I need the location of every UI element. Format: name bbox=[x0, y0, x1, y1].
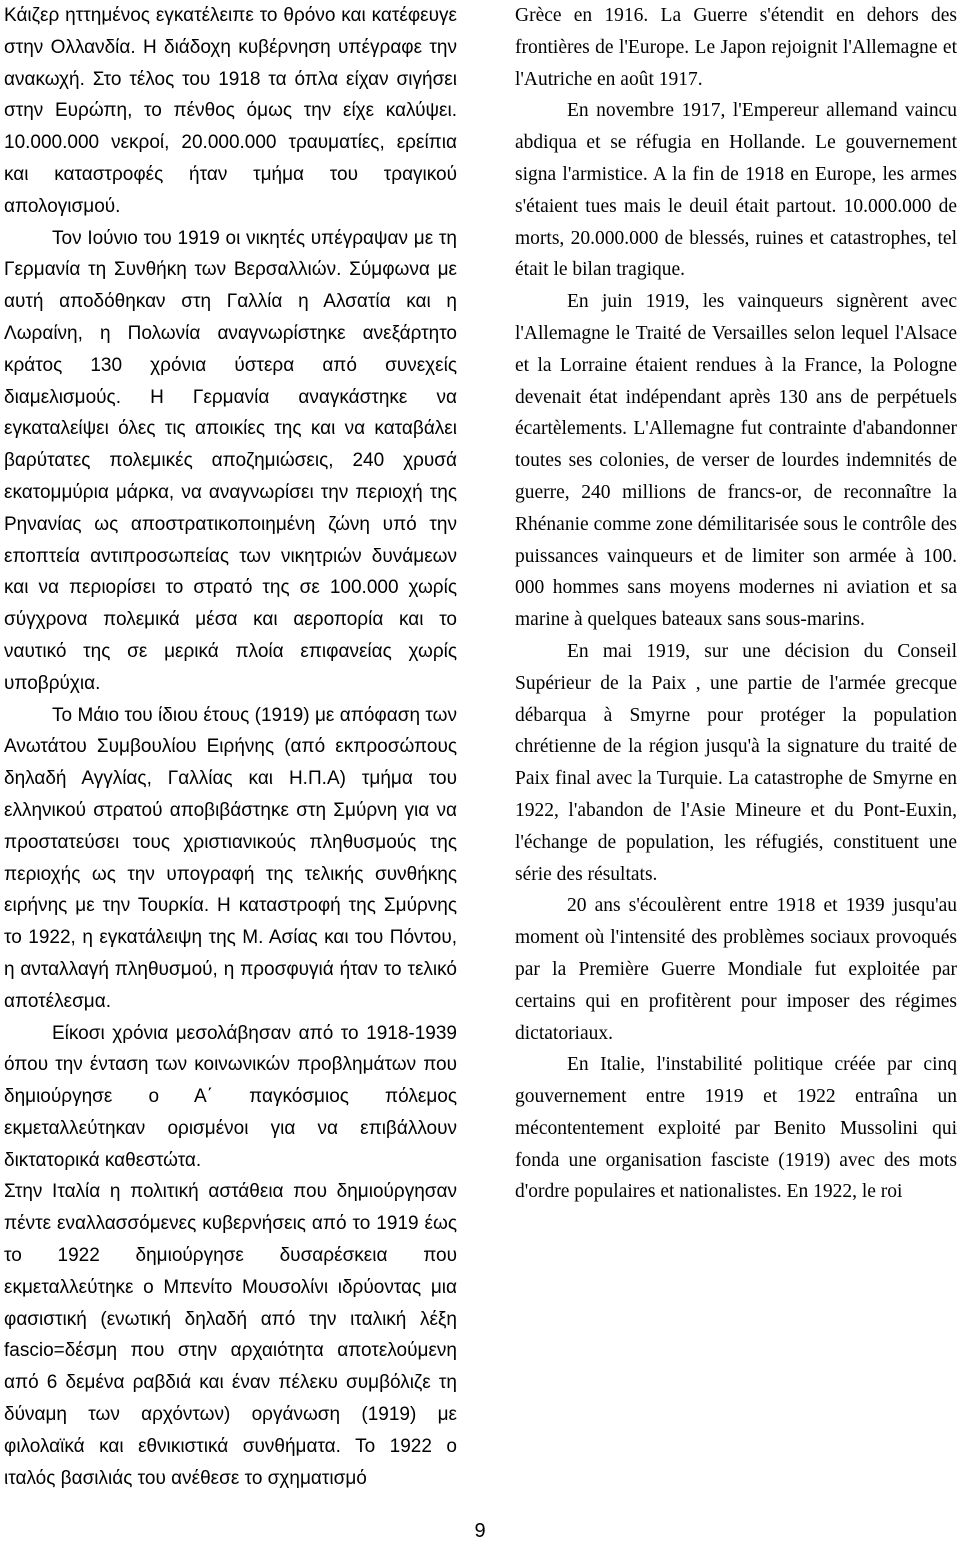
greek-paragraph-1: Κάιζερ ηττημένος εγκατέλειπε το θρόνο και κατέφευγε στην Ολλανδία. Η διάδοχη κυβέρνηση υπέγραφε την ανακωχή. Στο τέλος του 1918 τα όπλα είχαν σιγήσει στην Ευρώπη, το πένθος όμως την είχε καλύψει. 10.000.000 νεκροί, 20.000.000 τραυματίες, ερείπια και καταστροφές ήταν τμήμα του τραγικού απολογισμού. bbox=[4, 5, 457, 217]
french-paragraph-6: En Italie, l'instabilité politique créée par cinq gouvernement entre 1919 et 1922 entraîna un mécontentement exploité par Benito Mussolini qui fonda une organisation fasciste (1919) avec des mots d'ordre populaires et nationalistes. En 1922, le roi bbox=[515, 1054, 957, 1203]
french-paragraph-4: En mai 1919, sur une décision du Conseil Supérieur de la Paix , une partie de l'armée grecque débarqua à Smyrne pour protéger la population chrétienne de la région jusqu'à la signature du traité de Paix final avec la Turquie. La catastrophe de Smyrne en 1922, l'abandon de l'Asie Mineure et du Pont-Euxin, l'échange de population, les réfugiés, constituent une série des résultats. bbox=[515, 640, 957, 885]
greek-paragraph-5: Στην Ιταλία η πολιτική αστάθεια που δημιούργησαν πέντε εναλλασσόμενες κυβερνήσεις από το 1919 έως το 1922 δημιούργησε δυσαρέσκεια που εκμεταλλεύτηκε ο Μπενίτο Μουσολίνι ιδρύοντας μια φασιστική (ενωτική δηλαδή από την ιταλική λέξη fascio=δέσμη που στην αρχαιότητα αποτελούμενη από 6 δεμένα ραβδιά και έναν πέλεκυ συμβόλιζε τη δύναμη των αρχόντων) οργάνωση (1919) με φιλολαϊκά και εθνικιστικά συνθήματα. Το 1922 ο ιταλός βασιλιάς του ανέθεσε το σχηματισμό bbox=[4, 1181, 457, 1489]
french-paragraph-2: En novembre 1917, l'Empereur allemand vaincu abdiqua et se réfugia en Hollande. Le gouvernement signa l'armistice. A la fin de 1918 en Europe, les armes s'étaient tues mais le deuil était partout. 10.000.000 de morts, 20.000.000 de blessés, ruines et catastrophes, tel était le bilan tragique. bbox=[515, 100, 957, 281]
french-paragraph-3: En juin 1919, les vainqueurs signèrent avec l'Allemagne le Traité de Versailles selon lequel l'Alsace et la Lorraine étaient rendues à la France, la Pologne devenait état indépendant après 130 ans de perpétuels écartèlements. L'Allemagne fut contrainte d'abandonner toutes ses colonies, de verser de lourdes indemnités de guerre, 240 millions de francs-or, de reconnaître la Rhénanie comme zone démilitarisée sous le contrôle des puissances vainqueurs et de limiter son armée à 100. 000 hommes sans moyens modernes ni aviation et sa marine à quelques bateaux sans sous-marins. bbox=[515, 291, 957, 631]
french-paragraph-5: 20 ans s'écoulèrent entre 1918 et 1939 jusqu'au moment où l'intensité des problèmes sociaux provoqués par la Première Guerre Mondiale fut exploitée par certains qui en profitèrent pour imposer des régimes dictatoriaux. bbox=[515, 895, 957, 1044]
french-paragraph-1: Grèce en 1916. La Guerre s'étendit en dehors des frontières de l'Europe. Le Japon rejoignit l'Allemagne et l'Autriche en août 1917. bbox=[515, 5, 957, 90]
french-column bbox=[515, 0, 957, 1208]
greek-paragraph-3: Το Μάιο του ίδιου έτους (1919) με απόφαση των Ανωτάτου Συμβουλίου Ειρήνης (από εκπροσώπους δηλαδή Αγγλίας, Γαλλίας και Η.Π.Α) τμήμα του ελληνικού στρατού αποβιβάστηκε στη Σμύρνη για να προστατεύσει τους χριστιανικούς πληθυσμούς της περιοχής ως την υπογραφή της τελικής συνθήκης ειρήνης με την Τουρκία. Η καταστροφή της Σμύρνης το 1922, η εγκατάλειψη της Μ. Ασίας και του Πόντου, η ανταλλαγή πληθυσμού, η προσφυγιά ήταν το τελικό αποτέλεσμα. bbox=[4, 704, 457, 1012]
page-number: 9 bbox=[474, 1520, 486, 1542]
greek-paragraph-4: Είκοσι χρόνια μεσολάβησαν από το 1918-1939 όπου την ένταση των κοινωνικών προβλημάτων που δημιούργησε ο Α΄ παγκόσμιος πόλεμος εκμεταλλεύτηκαν ορισμένοι για να επιβάλλουν δικτατορικά καθεστώτα. bbox=[4, 1022, 457, 1171]
greek-paragraph-2: Τον Ιούνιο του 1919 οι νικητές υπέγραψαν με τη Γερμανία τη Συνθήκη των Βερσαλλιών. Σύμφωνα με αυτή αποδόθηκαν στη Γαλλία η Αλσατία και η Λωραίνη, η Πολωνία αναγνωρίστηκε ανεξάρτητο κράτος 130 χρόνια ύστερα από συνεχείς διαμελισμούς. Η Γερμανία αναγκάστηκε να εγκαταλείψει όλες τις αποικίες της και να καταβάλει βαρύτατες πολεμικές αποζημιώσεις, 240 χρυσά εκατομμύρια μάρκα, να αναγνωρίσει την περιοχή της Ρηνανίας ως αποστρατικοποιημένη ζώνη υπό την εποπτεία αντιπροσωπείας των νικητριών δυνάμεων και να περιορίσει το στρατό της σε 100.000 χωρίς σύγχρονα πολεμικά μέσα και αεροπορία και το ναυτικό της σε μερικά πλοία επιφανείας χωρίς υποβρύχια. bbox=[4, 227, 457, 694]
greek-column bbox=[4, 0, 457, 1494]
